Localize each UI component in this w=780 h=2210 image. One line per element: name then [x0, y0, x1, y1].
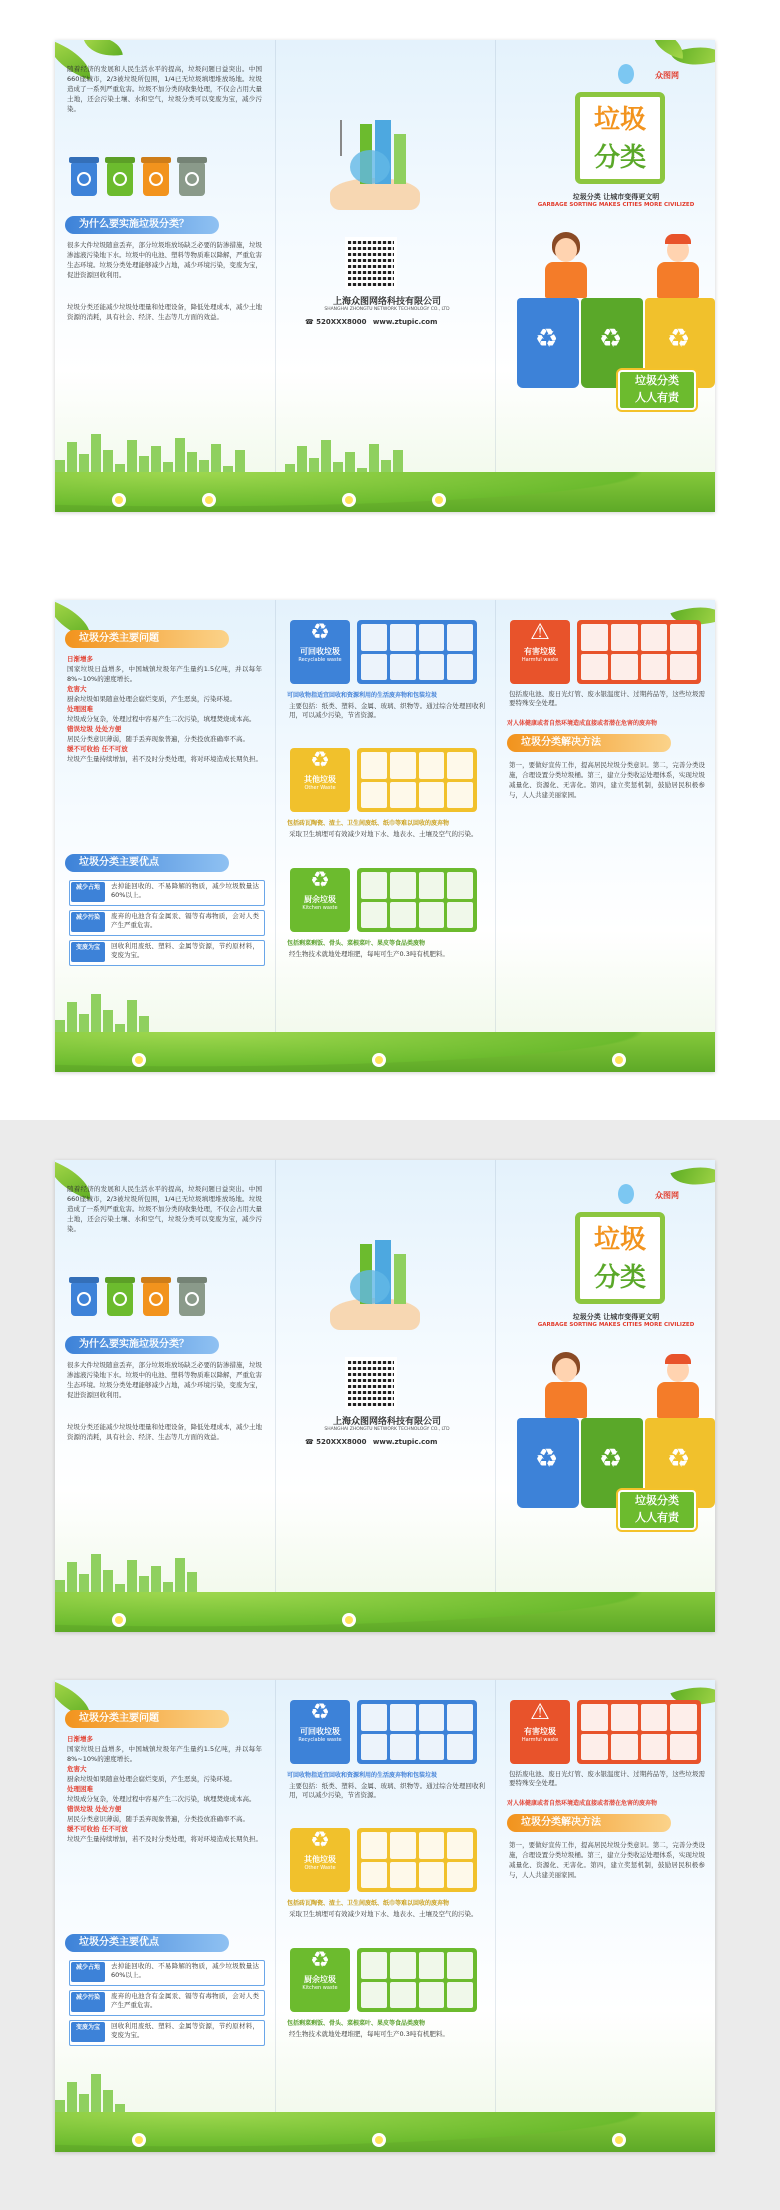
- phone-icon: ☎: [305, 318, 314, 326]
- worker-cap: [665, 1354, 691, 1364]
- problem-3-text: 垃圾成分复杂，处理过程中容易产生二次污染，填埋焚烧成本高。: [67, 1795, 256, 1803]
- problem-5-text: 垃圾产生量持续增加，若不及时分类处理，将对环境造成长期负担。: [67, 1835, 262, 1843]
- flower-decoration: [615, 1056, 623, 1064]
- other-item-grid: [357, 748, 477, 812]
- big-green-bin: ♻: [581, 1418, 643, 1508]
- contact-line: [305, 1438, 485, 1446]
- problem-list: [67, 1734, 262, 1844]
- orange-bin-icon: [143, 1282, 169, 1316]
- preview-bottom: [0, 1120, 780, 2210]
- recyclable-en: Recyclable waste: [298, 657, 342, 663]
- harmful-logo: [510, 1700, 570, 1764]
- kitchen-name: 厨余垃圾: [304, 895, 336, 904]
- brand-logo: 众图网: [655, 71, 679, 80]
- kitchen-tag: 包括剩菜剩饭、骨头、菜根菜叶、果皮等食品类废物: [287, 940, 426, 947]
- website[interactable]: www.ztupic.com: [372, 1438, 438, 1446]
- recycle-icon: ♻: [310, 1700, 330, 1725]
- problem-3-title: 处理困难: [67, 1785, 93, 1793]
- big-blue-bin: ♻: [517, 298, 579, 388]
- company-name: 上海众图网络科技有限公司: [332, 1417, 441, 1427]
- kitchen-name: 厨余垃圾: [304, 1975, 336, 1984]
- flower-decoration: [205, 496, 213, 504]
- gray-bin-icon: [179, 162, 205, 196]
- recyclable-name: 可回收垃圾: [300, 1727, 340, 1736]
- recycle-icon: ♻: [310, 868, 330, 893]
- benefit-3-text: 回收利用废纸、塑料、金属等资源，节约原材料，变废为宝。: [111, 942, 259, 959]
- brand-logo: 众图网: [655, 1191, 679, 1200]
- recycle-icon: ♻: [310, 748, 330, 773]
- harmful-item-grid: [577, 620, 701, 684]
- tagline: 垃圾分类 让城市变得更文明: [572, 1313, 660, 1321]
- other-name: 其他垃圾: [304, 775, 336, 784]
- benefit-3-label: 变废为宝: [71, 942, 105, 962]
- benefit-1-text: 去掉能回收的、不易降解的物质，减少垃圾数量达60%以上。: [111, 1962, 259, 1979]
- solution-text: 第一，要做好宣传工作，提高居民垃圾分类意识。第二，完善分类设施，合理设置分类垃圾桶。第三，建立分类收运处理体系，实现垃圾减量化、资源化、无害化。第四，建立奖惩机制，鼓励居民积极参与，人人共建美丽家园。: [509, 761, 705, 799]
- cover-title: [575, 1212, 665, 1304]
- grass-decoration: [55, 2112, 715, 2152]
- problem-4-title: 错误垃圾 处处方便: [67, 725, 122, 733]
- brochure-outside-2: [55, 1160, 715, 1632]
- harmful-name: 有害垃圾: [524, 1727, 556, 1736]
- recyclable-logo: [290, 1700, 350, 1764]
- blue-bin-icon: [71, 162, 97, 196]
- flower-decoration: [375, 1056, 383, 1064]
- intro-text: 随着经济的发展和人民生活水平的提高，垃圾问题日益突出。中国660座城市，2/3被垃圾所包围，1/4已无垃圾填埋堆放场地。垃圾造成了一系列严重危害。垃圾不加分类的收集处理，不仅会占用大量土地，还会污染土壤、水和空气，垃圾分类可以变废为宝，减少污染。: [67, 1185, 262, 1233]
- problems-title: 垃圾分类主要问题: [65, 630, 229, 648]
- recycle-icon: ♻: [310, 1828, 330, 1853]
- cover-title-2: 分类: [593, 1263, 646, 1293]
- problem-3-title: 处理困难: [67, 705, 93, 713]
- worker-vest: [545, 1382, 587, 1418]
- contact-line: [305, 318, 485, 326]
- other-name: 其他垃圾: [304, 1855, 336, 1864]
- benefits-title: 垃圾分类主要优点: [65, 854, 229, 872]
- harmful-en: Harmful waste: [521, 657, 559, 663]
- cover-title-1: 垃圾: [593, 1225, 646, 1255]
- slogan-line-1: 垃圾分类: [635, 1494, 679, 1507]
- recyclable-item-grid: [357, 1700, 477, 1764]
- problem-1-title: 日渐增多: [67, 1735, 93, 1743]
- problem-4-text: 居民分类意识薄弱，随手丢弃现象普遍，分类投放准确率不高。: [67, 735, 249, 743]
- flower-decoration: [615, 2136, 623, 2144]
- worker-female: [555, 1358, 577, 1382]
- brochure-inside-2: [55, 1680, 715, 2152]
- problems-title: 垃圾分类主要问题: [65, 1710, 229, 1728]
- worker-vest: [545, 262, 587, 298]
- solution-title: 垃圾分类解决方法: [507, 734, 671, 752]
- warning-icon: ⚠: [530, 1700, 550, 1725]
- problem-5-title: 缓不可收拾 任不可放: [67, 1825, 128, 1833]
- green-bin-icon: [107, 1282, 133, 1316]
- phone-icon: ☎: [305, 1438, 314, 1446]
- brochure-outside-1: [55, 40, 715, 512]
- flower-decoration: [345, 1616, 353, 1624]
- warning-icon: ⚠: [530, 620, 550, 645]
- flower-decoration: [135, 1056, 143, 1064]
- kitchen-item-grid: [357, 868, 477, 932]
- hands-illustration: [320, 1240, 430, 1330]
- kitchen-text: 经生物技术就地处理堆肥，每吨可生产0.3吨有机肥料。: [289, 2030, 449, 2038]
- benefit-2-text: 废弃的电池含有金属汞、镉等有毒物质，会对人类产生严重危害。: [111, 1992, 259, 2009]
- phone-number: 520XXX8000: [316, 318, 367, 326]
- flower-decoration: [115, 1616, 123, 1624]
- other-logo: [290, 748, 350, 812]
- flower-decoration: [435, 496, 443, 504]
- gray-bin-icon: [179, 1282, 205, 1316]
- other-en: Other Waste: [304, 1865, 336, 1871]
- problem-1-text: 国家垃圾日益增多，中国城镇垃圾年产生量约1.5亿吨，并以每年8%~10%的速度增长。: [67, 665, 262, 683]
- recyclable-text: 主要包括：纸类、塑料、金属、玻璃、织物等。通过综合处理回收利用，可以减少污染，节省资源。: [289, 702, 485, 719]
- blue-bin-icon: [71, 1282, 97, 1316]
- kitchen-en: Kitchen waste: [302, 905, 338, 911]
- balloon-decoration: [618, 1184, 634, 1204]
- harmful-item-grid: [577, 1700, 701, 1764]
- kitchen-text: 经生物技术就地处理堆肥，每吨可生产0.3吨有机肥料。: [289, 950, 449, 958]
- why-text-2: 垃圾分类还能减少垃圾处理量和处理设备，降低处理成本，减少土地资源的消耗，具有社会、经济、生态等几方面的效益。: [67, 1423, 262, 1441]
- worker-vest: [657, 1382, 699, 1418]
- kitchen-logo: [290, 868, 350, 932]
- recyclable-text: 主要包括：纸类、塑料、金属、玻璃、织物等。通过综合处理回收利用，可以减少污染，节省资源。: [289, 1782, 485, 1799]
- company-en: SHANGHAI ZHONGTU NETWORK TECHNOLOGY CO., LTD: [324, 307, 450, 312]
- problem-4-text: 居民分类意识薄弱，随手丢弃现象普遍，分类投放准确率不高。: [67, 1815, 249, 1823]
- problem-2-title: 危害大: [67, 1765, 87, 1773]
- cover-title-1: 垃圾: [593, 105, 646, 135]
- worker-vest: [657, 262, 699, 298]
- kitchen-en: Kitchen waste: [302, 1985, 338, 1991]
- website[interactable]: www.ztupic.com: [372, 318, 438, 326]
- harmful-en: Harmful waste: [521, 1737, 559, 1743]
- benefit-2-label: 减少污染: [71, 1992, 105, 2012]
- harmful-text: 包括废电池、废日光灯管、废水银温度计、过期药品等，这些垃圾需要特殊安全处理。: [509, 690, 705, 707]
- benefit-3-label: 变废为宝: [71, 2022, 105, 2042]
- grass-decoration: [55, 472, 715, 512]
- company-name: 上海众图网络科技有限公司: [332, 297, 441, 307]
- problem-list: [67, 654, 262, 764]
- slogan-line-1: 垃圾分类: [635, 374, 679, 387]
- recyclable-en: Recyclable waste: [298, 1737, 342, 1743]
- problem-1-text: 国家垃圾日益增多，中国城镇垃圾年产生量约1.5亿吨，并以每年8%~10%的速度增长。: [67, 1745, 262, 1763]
- kitchen-tag: 包括剩菜剩饭、骨头、菜根菜叶、果皮等食品类废物: [287, 2020, 426, 2027]
- harmful-name: 有害垃圾: [524, 647, 556, 656]
- flower-decoration: [135, 2136, 143, 2144]
- kitchen-item-grid: [357, 1948, 477, 2012]
- flower-decoration: [375, 2136, 383, 2144]
- leaf-decoration: [83, 40, 123, 61]
- slogan-badge: [618, 370, 696, 410]
- benefits-title: 垃圾分类主要优点: [65, 1934, 229, 1952]
- big-blue-bin: ♻: [517, 1418, 579, 1508]
- flower-decoration: [345, 496, 353, 504]
- problem-5-text: 垃圾产生量持续增加，若不及时分类处理，将对环境造成长期负担。: [67, 755, 262, 763]
- other-text: 采取卫生填埋可有效减少对地下水、地表水、土壤及空气的污染。: [289, 1910, 478, 1918]
- hands-illustration: [320, 120, 430, 210]
- problem-2-text: 厨余垃圾如果随意处理会腐烂变质，产生恶臭，污染环境。: [67, 695, 236, 703]
- slogan-badge: [618, 1490, 696, 1530]
- brochure-inside-1: [55, 600, 715, 1072]
- problem-2-text: 厨余垃圾如果随意处理会腐烂变质，产生恶臭，污染环境。: [67, 1775, 236, 1783]
- recycle-icon: ♻: [310, 1948, 330, 1973]
- phone-number: 520XXX8000: [316, 1438, 367, 1446]
- recyclable-name: 可回收垃圾: [300, 647, 340, 656]
- why-text-2: 垃圾分类还能减少垃圾处理量和处理设备，降低处理成本，减少土地资源的消耗，具有社会、经济、生态等几方面的效益。: [67, 303, 262, 321]
- kitchen-logo: [290, 1948, 350, 2012]
- company-en: SHANGHAI ZHONGTU NETWORK TECHNOLOGY CO., LTD: [324, 1427, 450, 1432]
- big-yellow-bin: ♻: [645, 298, 715, 388]
- worker-female: [555, 238, 577, 262]
- benefit-1-label: 减少占地: [71, 882, 105, 902]
- why-text: 很多大件垃圾随意丢弃，部分垃圾堆放场缺乏必要的防渗措施，垃圾渗滤液污染地下水。垃圾中的电池、塑料等物质难以降解，严重危害生态环境。垃圾分类处理能够减少占地，减少环境污染，变废为宝，促进资源回收利用。: [67, 1361, 262, 1399]
- solution-text: 第一，要做好宣传工作，提高居民垃圾分类意识。第二，完善分类设施，合理设置分类垃圾桶。第三，建立分类收运处理体系，实现垃圾减量化、资源化、无害化。第四，建立奖惩机制，鼓励居民积极参与，人人共建美丽家园。: [509, 1841, 705, 1879]
- green-bin-icon: [107, 162, 133, 196]
- problem-3-text: 垃圾成分复杂，处理过程中容易产生二次污染，填埋焚烧成本高。: [67, 715, 256, 723]
- harmful-text: 包括废电池、废日光灯管、废水银温度计、过期药品等，这些垃圾需要特殊安全处理。: [509, 1770, 705, 1787]
- worker-cap: [665, 234, 691, 244]
- tagline-en: GARBAGE SORTING MAKES CITIES MORE CIVILIZED: [537, 1322, 695, 1328]
- recyclable-tag: 可回收物指适宜回收和资源利用的生活废弃物和包装垃圾: [287, 692, 438, 699]
- intro-text: 随着经济的发展和人民生活水平的提高，垃圾问题日益突出。中国660座城市，2/3被垃圾所包围，1/4已无垃圾填埋堆放场地。垃圾造成了一系列严重危害。垃圾不加分类的收集处理，不仅会占用大量土地，还会污染土壤、水和空气，垃圾分类可以变废为宝，减少污染。: [67, 65, 262, 113]
- qr-code[interactable]: [348, 240, 394, 286]
- benefit-1-label: 减少占地: [71, 1962, 105, 1982]
- recycle-icon: ♻: [310, 620, 330, 645]
- harmful-logo: [510, 620, 570, 684]
- tagline: 垃圾分类 让城市变得更文明: [572, 193, 660, 201]
- orange-bin-icon: [143, 162, 169, 196]
- tagline-en: GARBAGE SORTING MAKES CITIES MORE CIVILIZED: [537, 202, 695, 208]
- other-logo: [290, 1828, 350, 1892]
- balloon-decoration: [618, 64, 634, 84]
- harmful-tag: 对人体健康或者自然环境造成直接或者潜在危害的废弃物: [507, 720, 658, 727]
- problem-2-title: 危害大: [67, 685, 87, 693]
- benefit-3-text: 回收利用废纸、塑料、金属等资源，节约原材料，变废为宝。: [111, 2022, 259, 2039]
- problem-1-title: 日渐增多: [67, 655, 93, 663]
- solution-title: 垃圾分类解决方法: [507, 1814, 671, 1832]
- grass-decoration: [55, 1592, 715, 1632]
- benefit-1-text: 去掉能回收的、不易降解的物质，减少垃圾数量达60%以上。: [111, 882, 259, 899]
- cover-title-2: 分类: [593, 143, 646, 173]
- slogan-line-2: 人人有责: [635, 391, 679, 404]
- why-title: 为什么要实施垃圾分类？: [65, 216, 219, 234]
- flower-decoration: [115, 496, 123, 504]
- qr-code[interactable]: [348, 1360, 394, 1406]
- leaf-decoration: [649, 40, 687, 59]
- other-item-grid: [357, 1828, 477, 1892]
- other-tag: 包括砖瓦陶瓷、渣土、卫生间废纸、纸巾等难以回收的废弃物: [287, 820, 450, 827]
- other-tag: 包括砖瓦陶瓷、渣土、卫生间废纸、纸巾等难以回收的废弃物: [287, 1900, 450, 1907]
- big-green-bin: ♻: [581, 298, 643, 388]
- recyclable-item-grid: [357, 620, 477, 684]
- recyclable-logo: [290, 620, 350, 684]
- problem-5-title: 缓不可收拾 任不可放: [67, 745, 128, 753]
- why-text: 很多大件垃圾随意丢弃，部分垃圾堆放场缺乏必要的防渗措施，垃圾渗滤液污染地下水。垃圾中的电池、塑料等物质难以降解，严重危害生态环境。垃圾分类处理能够减少占地，减少环境污染，变废为宝，促进资源回收利用。: [67, 241, 262, 279]
- harmful-tag: 对人体健康或者自然环境造成直接或者潜在危害的废弃物: [507, 1800, 658, 1807]
- problem-4-title: 错误垃圾 处处方便: [67, 1805, 122, 1813]
- benefit-2-label: 减少污染: [71, 912, 105, 932]
- other-text: 采取卫生填埋可有效减少对地下水、地表水、土壤及空气的污染。: [289, 830, 478, 838]
- recyclable-tag: 可回收物指适宜回收和资源利用的生活废弃物和包装垃圾: [287, 1772, 438, 1779]
- why-title: 为什么要实施垃圾分类？: [65, 1336, 219, 1354]
- other-en: Other Waste: [304, 785, 336, 791]
- grass-decoration: [55, 1032, 715, 1072]
- big-yellow-bin: ♻: [645, 1418, 715, 1508]
- cover-title: [575, 92, 665, 184]
- slogan-line-2: 人人有责: [635, 1511, 679, 1524]
- benefit-2-text: 废弃的电池含有金属汞、镉等有毒物质，会对人类产生严重危害。: [111, 912, 259, 929]
